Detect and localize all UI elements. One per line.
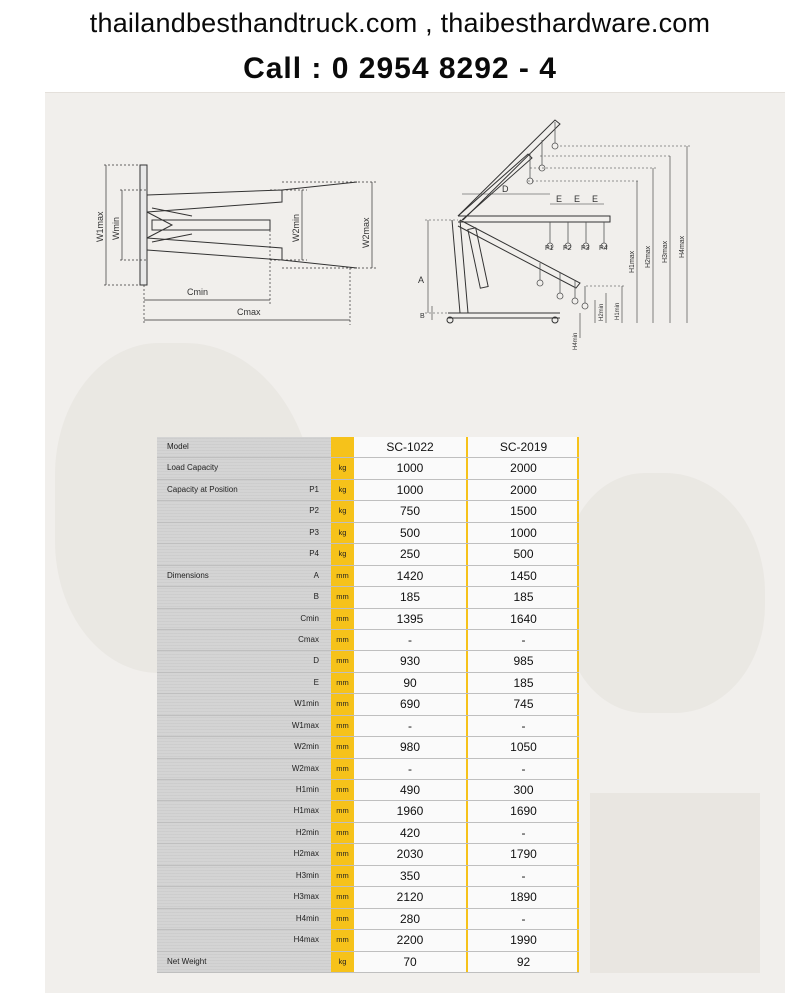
row-unit: mm (336, 720, 349, 730)
row-unit: mm (336, 613, 349, 623)
row-unit: mm (336, 785, 349, 795)
b-label: B (420, 313, 425, 320)
row-unit: kg (338, 484, 347, 494)
value-sc-1022: SC-1022 (386, 440, 434, 454)
spec-row (157, 501, 579, 522)
value-sc-2019: 985 (513, 654, 534, 669)
side-view-drawing (410, 108, 700, 353)
row-unit: mm (336, 570, 349, 580)
row-sublabel: P4 (309, 549, 319, 559)
value-sc-2019: 92 (516, 954, 531, 969)
spec-row (157, 952, 579, 973)
row-sublabel: D (313, 656, 319, 666)
row-label: Capacity at Position (167, 484, 238, 494)
row-sublabel: H3max (293, 892, 319, 902)
row-sublabel: H2min (295, 827, 319, 837)
value-sc-2019: 1050 (510, 740, 537, 755)
row-sublabel: P3 (309, 527, 319, 537)
spec-row (157, 823, 579, 844)
h1min-label: H1min (615, 302, 621, 320)
value-sc-1022: 70 (403, 954, 417, 969)
value-sc-2019: 2000 (510, 461, 537, 476)
value-sc-2019: 1500 (510, 504, 537, 519)
row-sublabel: H1min (295, 785, 319, 795)
value-sc-2019: 1990 (510, 933, 537, 948)
p4-label: P4 (599, 245, 608, 252)
row-unit: kg (338, 527, 347, 537)
value-sc-2019: - (521, 761, 526, 776)
spec-row (157, 887, 579, 908)
row-sublabel: Cmin (300, 613, 319, 623)
row-unit: mm (336, 742, 349, 752)
row-unit: mm (336, 763, 349, 773)
w2min-label: W2min (291, 213, 301, 242)
value-sc-1022: 930 (399, 654, 421, 669)
row-unit: kg (338, 463, 347, 473)
e-label-2: E (574, 194, 581, 204)
value-sc-2019: 1790 (510, 847, 537, 862)
value-sc-2019: - (521, 911, 526, 926)
h2max-label: H2max (645, 245, 652, 268)
value-sc-2019: 2000 (510, 482, 537, 497)
value-sc-2019: 1690 (510, 804, 537, 819)
a-label: A (418, 275, 425, 285)
row-unit: mm (336, 677, 349, 687)
d-label: D (502, 184, 509, 194)
spec-row (157, 587, 579, 608)
row-sublabel: E (313, 677, 319, 687)
e-label-3: E (592, 194, 599, 204)
value-sc-1022: 500 (399, 525, 421, 540)
value-sc-1022: 250 (399, 547, 421, 562)
value-sc-2019: 500 (513, 547, 534, 562)
row-sublabel: H2max (293, 849, 319, 859)
background-panel-ghost (590, 793, 760, 973)
wmin-label: Wmin (111, 217, 121, 240)
value-sc-2019: - (521, 868, 526, 883)
value-sc-1022: - (408, 632, 412, 647)
cmax-label: Cmax (237, 307, 261, 317)
value-sc-1022: 420 (399, 825, 421, 840)
row-unit: mm (336, 935, 349, 945)
value-sc-2019: 1450 (510, 568, 537, 583)
value-sc-1022: 1000 (396, 461, 424, 476)
row-sublabel: Cmax (298, 634, 319, 644)
row-sublabel: H4min (295, 913, 319, 923)
row-unit: mm (336, 656, 349, 666)
row-unit: kg (338, 506, 347, 516)
value-sc-1022: 280 (399, 911, 421, 926)
value-sc-1022: 690 (399, 697, 421, 712)
h2min-label: H2min (599, 303, 605, 321)
spec-row (157, 737, 579, 758)
row-label: Dimensions (167, 570, 209, 580)
spec-row (157, 523, 579, 544)
value-sc-1022: - (408, 718, 412, 733)
row-unit: kg (338, 956, 347, 966)
side-view-diagram (410, 108, 700, 353)
spec-row (157, 458, 579, 479)
spec-row (157, 437, 579, 458)
row-sublabel: H4max (293, 935, 319, 945)
value-sc-1022: 90 (403, 675, 417, 690)
value-sc-1022: 185 (399, 590, 421, 605)
value-sc-2019: 1890 (510, 890, 537, 905)
spec-row (157, 780, 579, 801)
value-sc-2019: 185 (513, 675, 534, 690)
row-label: Model (167, 442, 189, 451)
spec-row (157, 716, 579, 737)
value-sc-2019: 1640 (510, 611, 537, 626)
h4min-label: H4min (573, 332, 579, 350)
value-sc-2019: - (521, 632, 526, 647)
value-sc-1022: 1000 (396, 482, 424, 497)
spec-row (157, 566, 579, 587)
value-sc-2019: - (521, 825, 526, 840)
background-machine-ghost-right (565, 473, 765, 713)
spec-row (157, 651, 579, 672)
row-sublabel: A (313, 570, 319, 580)
row-sublabel: W2max (291, 763, 319, 773)
spec-row (157, 759, 579, 780)
p2-label: P2 (563, 245, 572, 252)
value-sc-2019: - (521, 718, 526, 733)
w1max-label: W1max (95, 211, 105, 242)
cmin-label: Cmin (187, 287, 209, 297)
spec-row (157, 694, 579, 715)
specification-table (157, 437, 579, 973)
spec-row (157, 630, 579, 651)
value-sc-1022: 1420 (396, 568, 424, 583)
value-sc-1022: 490 (399, 783, 421, 798)
row-sublabel: B (313, 592, 319, 602)
value-sc-1022: 2030 (396, 847, 424, 862)
spec-row (157, 866, 579, 887)
p3-label: P3 (581, 245, 590, 252)
row-label: Load Capacity (167, 463, 219, 473)
row-sublabel: W1max (291, 720, 319, 730)
row-unit: mm (336, 806, 349, 816)
row-sublabel: P1 (309, 484, 319, 494)
value-sc-1022: 980 (399, 740, 421, 755)
row-unit: mm (336, 913, 349, 923)
spec-row (157, 480, 579, 501)
row-sublabel: H3min (295, 870, 319, 880)
row-unit: mm (336, 699, 349, 709)
spec-row (157, 801, 579, 822)
phone-header: Call : 0 2954 8292 - 4 (243, 52, 557, 85)
w2max-label: W2max (361, 217, 371, 248)
row-unit: mm (336, 892, 349, 902)
value-sc-2019: 185 (513, 590, 534, 605)
value-sc-2019: 745 (513, 697, 534, 712)
value-sc-2019: SC-2019 (499, 440, 548, 454)
value-sc-2019: 300 (513, 783, 534, 798)
row-separator (157, 972, 579, 973)
value-sc-1022: 1395 (396, 611, 424, 626)
spec-row (157, 844, 579, 865)
websites-header: thailandbesthandtruck.com , thaibesthardware.com (89, 8, 711, 38)
row-unit: mm (336, 849, 349, 859)
row-unit: mm (336, 870, 349, 880)
spec-row (157, 930, 579, 951)
value-sc-1022: 350 (399, 868, 421, 883)
value-sc-2019: 1000 (510, 525, 537, 540)
row-sublabel: H1max (293, 806, 319, 816)
row-unit: mm (336, 827, 349, 837)
spec-row (157, 544, 579, 565)
h4max-label: H4max (679, 235, 686, 258)
row-sublabel: W1min (294, 699, 319, 709)
spec-row (157, 673, 579, 694)
spec-row (157, 609, 579, 630)
h1max-label: H1max (629, 250, 636, 273)
value-sc-1022: - (408, 761, 412, 776)
e-label-1: E (556, 194, 563, 204)
value-sc-1022: 2120 (396, 890, 424, 905)
p1-label: P1 (545, 245, 554, 252)
top-view-drawing (92, 160, 382, 335)
top-view-diagram (92, 160, 382, 335)
row-unit: kg (338, 549, 347, 559)
value-sc-1022: 750 (399, 504, 421, 519)
row-sublabel: P2 (309, 506, 319, 516)
row-sublabel: W2min (294, 742, 319, 752)
h3max-label: H3max (662, 240, 669, 263)
row-unit: mm (336, 634, 349, 644)
row-unit: mm (336, 592, 349, 602)
row-label: Net Weight (167, 956, 207, 966)
value-sc-1022: 2200 (396, 933, 424, 948)
spec-row (157, 909, 579, 930)
value-sc-1022: 1960 (396, 804, 424, 819)
